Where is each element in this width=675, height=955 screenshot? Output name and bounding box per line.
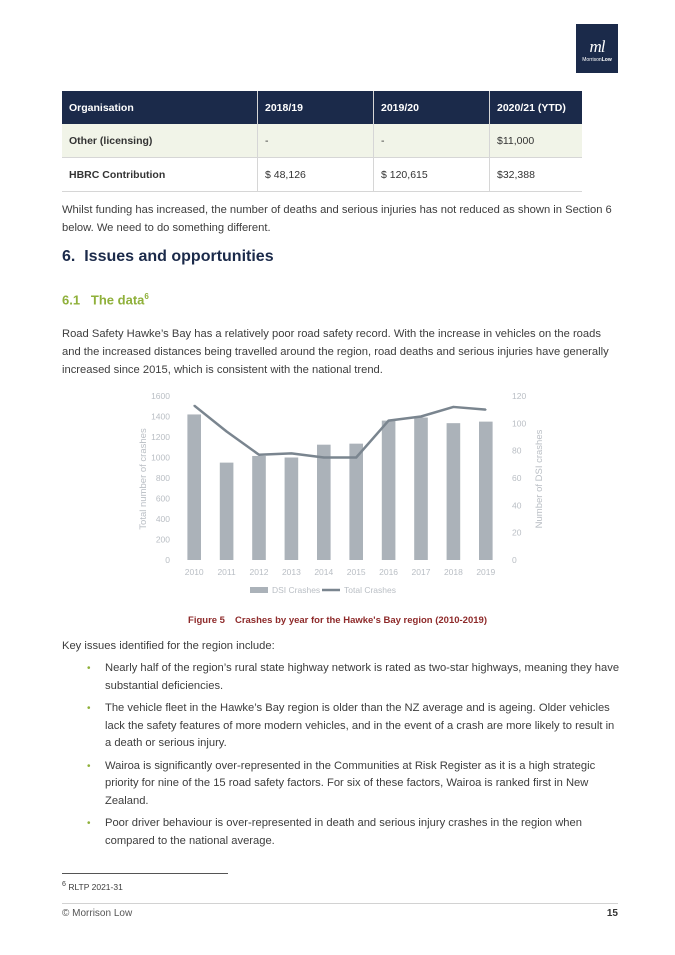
right-tick-label: 60	[512, 473, 522, 483]
left-tick-label: 0	[165, 555, 170, 565]
table-cell: -	[374, 124, 490, 158]
list-item-text: Nearly half of the region’s rural state highway network is rated as two-star highways, meaning they have substantial deficiencies.	[105, 662, 620, 692]
subsection-heading	[62, 292, 149, 307]
total-crashes-point	[323, 457, 325, 459]
list-item	[62, 815, 622, 850]
total-crashes-point	[420, 416, 422, 418]
list-item	[62, 660, 622, 695]
x-tick-label: 2016	[379, 567, 399, 577]
x-tick-label: 2018	[443, 567, 463, 577]
x-tick-label: 2013	[281, 567, 301, 577]
right-tick-label: 120	[512, 391, 527, 401]
footer-copyright: © Morrison Low	[62, 908, 133, 919]
morrison-low-logo	[576, 24, 618, 73]
total-crashes-point	[226, 431, 228, 433]
section-heading	[62, 248, 274, 266]
table-header-cell: Organisation	[62, 91, 258, 124]
total-crashes-point	[388, 420, 390, 422]
left-tick-label: 1400	[151, 411, 170, 422]
footnote-reference: 6	[144, 292, 149, 301]
chart-legend	[250, 585, 396, 595]
intro-paragraph: Whilst funding has increased, the number of deaths and serious injuries has not reduced as shown in Section 6 below. We need to do something different.	[62, 204, 612, 234]
list-item-text: Wairoa is significantly over-represented in the Communities at Risk Register as it is a high strategic priority for nine of the 15 road safety factors. For six of these factors, Wairoa is ranked first in New Zealand.	[105, 759, 596, 807]
footer-divider	[62, 903, 618, 904]
logo-wordmark	[576, 57, 618, 64]
left-tick-label: 1000	[151, 452, 170, 463]
logo-mark: ml	[589, 37, 605, 56]
x-axis-ticks	[185, 567, 496, 577]
x-tick-label: 2015	[346, 567, 366, 577]
table-cell: $ 120,615	[374, 158, 490, 192]
right-tick-label: 0	[512, 555, 517, 565]
right-tick-label: 40	[512, 500, 522, 511]
caption-text: Crashes by year for the Hawke's Bay region (2010-2019)	[234, 615, 487, 626]
left-axis-label: Total number of crashes	[138, 428, 149, 530]
legend-bar-label: DSI Crashes	[272, 585, 321, 595]
x-tick-label: 2012	[249, 567, 269, 577]
x-tick-label: 2019	[476, 567, 496, 577]
table-row	[62, 158, 582, 192]
left-tick-label: 400	[155, 514, 170, 524]
issues-list	[62, 660, 622, 855]
left-tick-label: 1200	[151, 432, 170, 442]
total-crashes-point	[485, 409, 487, 411]
subsection-number: 6.1	[62, 292, 81, 308]
footnote-text: RLTP 2021-31	[68, 881, 123, 892]
dsi-bar	[414, 418, 428, 560]
total-crashes-point	[453, 406, 455, 408]
table-cell: Other (licensing)	[62, 124, 258, 158]
table-header-cell: 2019/20	[374, 91, 490, 124]
total-crashes-line	[194, 406, 486, 458]
bullet-icon: •	[87, 703, 91, 714]
x-tick-label: 2011	[217, 567, 236, 577]
left-tick-label: 600	[155, 493, 170, 504]
table-cell: HBRC Contribution	[62, 158, 258, 192]
dsi-bar	[187, 414, 201, 560]
footnote-number: 6	[62, 880, 66, 888]
table-cell: $11,000	[490, 124, 583, 158]
dsi-bar	[447, 423, 461, 560]
left-axis-ticks	[151, 391, 170, 565]
dsi-bar	[317, 445, 331, 560]
list-item	[62, 758, 622, 811]
total-crashes-point	[258, 454, 260, 456]
legend-line-label: Total Crashes	[344, 585, 396, 595]
section-title: Issues and opportunities	[84, 248, 274, 265]
bullet-icon: •	[87, 663, 91, 674]
dsi-bar	[285, 458, 299, 561]
subsection-title: The data	[90, 292, 145, 308]
table-header-cell: 2020/21 (YTD)	[490, 91, 583, 124]
right-tick-label: 100	[512, 418, 527, 429]
x-tick-label: 2017	[411, 567, 431, 577]
table-cell: -	[258, 124, 374, 158]
page-number: 15	[606, 908, 618, 919]
total-crashes-point	[193, 405, 195, 407]
dsi-bar	[349, 444, 363, 560]
issues-intro: Key issues identified for the region include:	[62, 640, 275, 652]
right-tick-label: 80	[512, 445, 522, 456]
x-tick-label: 2010	[184, 567, 204, 577]
logo-brand-b: Low	[601, 57, 612, 63]
footnote	[62, 880, 123, 892]
left-tick-label: 1600	[151, 391, 170, 401]
bullet-icon: •	[87, 760, 91, 772]
logo-brand-a: Morrison	[582, 57, 602, 63]
right-axis-label: Number of DSI crashes	[534, 429, 545, 529]
table-header-row	[62, 91, 582, 124]
footnote-divider	[62, 873, 228, 874]
total-crashes-point	[291, 453, 293, 455]
dsi-bar	[252, 456, 266, 560]
dsi-bar	[382, 421, 396, 560]
table-row	[62, 124, 582, 158]
right-tick-label: 20	[512, 527, 522, 538]
bullet-icon: •	[87, 818, 91, 829]
left-tick-label: 200	[155, 534, 170, 545]
caption-number: Figure 5	[188, 615, 225, 626]
crashes-chart	[130, 384, 550, 602]
dsi-bar	[479, 422, 493, 560]
line-layer	[193, 405, 486, 459]
list-item	[62, 700, 622, 753]
section-number: 6.	[62, 248, 76, 265]
funding-table	[62, 91, 582, 192]
dsi-bar	[220, 463, 234, 560]
table-cell: $32,388	[490, 158, 583, 192]
legend-bar-swatch	[250, 587, 268, 593]
figure-caption	[0, 615, 675, 626]
table-cell: $ 48,126	[258, 158, 374, 192]
list-item-text: Poor driver behaviour is over-represented in death and serious injury crashes in the region when compared to the national average.	[105, 817, 582, 847]
list-item-text: The vehicle fleet in the Hawke’s Bay region is older than the NZ average and is ageing. Older vehicles lack the safety features of more modern vehicles, and in the event of a crash are more likely to result in a death or serious injury.	[105, 702, 615, 749]
data-paragraph: Road Safety Hawke’s Bay has a relatively poor road safety record. With the increase in vehicles on the roads and the increased distances being travelled around the region, road deaths and serious injuries have generally increased since 2015, which is consistent with the national trend.	[62, 328, 609, 376]
left-tick-label: 800	[155, 473, 170, 483]
total-crashes-point	[355, 457, 357, 459]
x-tick-label: 2014	[314, 567, 334, 577]
table-header-cell: 2018/19	[258, 91, 374, 124]
right-axis-ticks	[512, 391, 526, 565]
